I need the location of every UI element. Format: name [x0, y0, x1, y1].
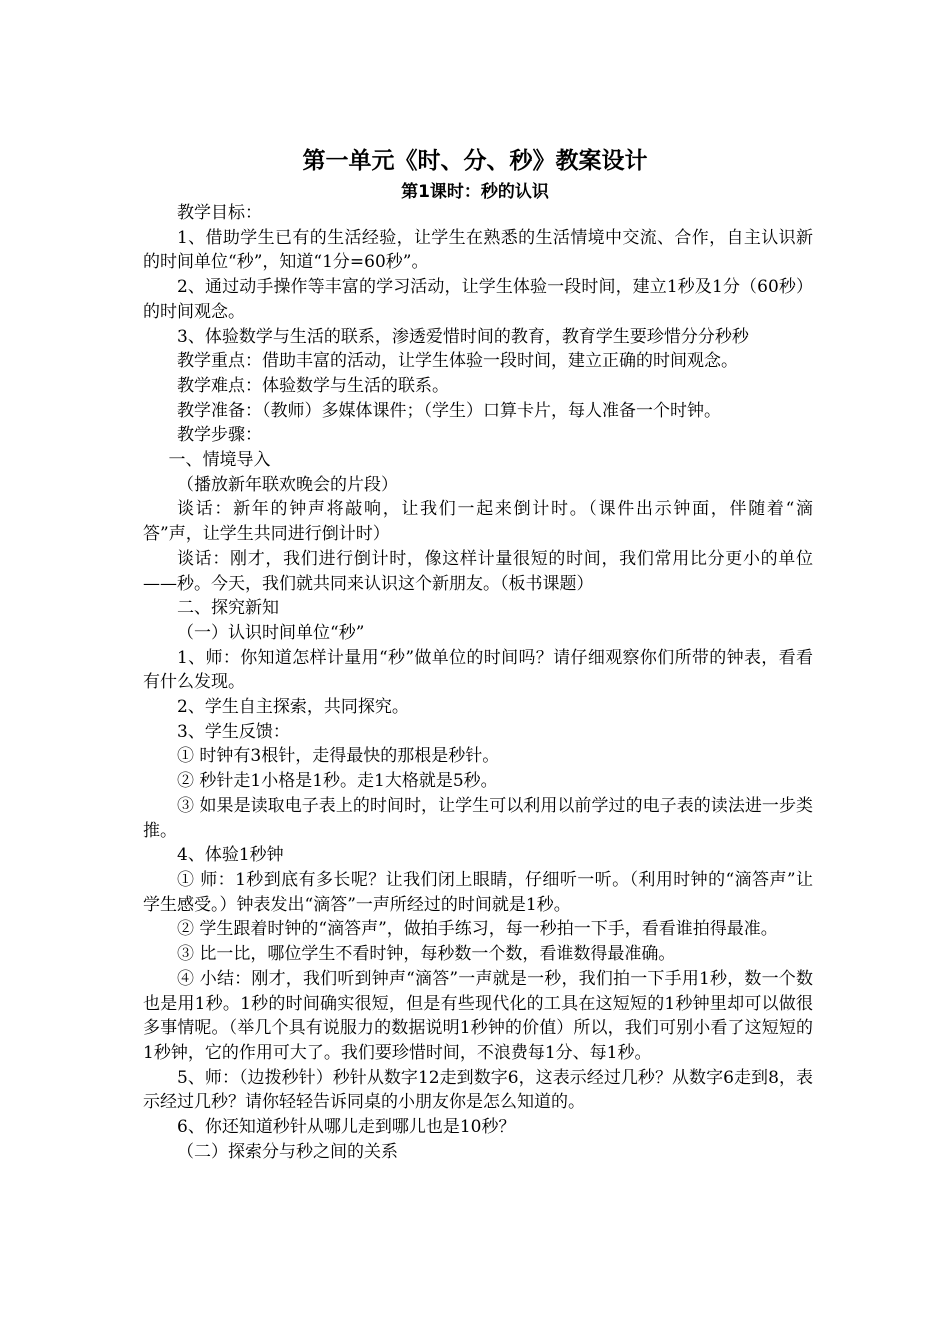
paragraph: 5、师：（边拨秒针）秒针从数字12走到数字6，这表示经过几秒？从数字6走到8，表示经过几秒？请你轻轻告诉同桌的小朋友你是怎么知道的。	[143, 1067, 813, 1113]
paragraph: 4、体验1秒钟	[177, 845, 284, 866]
paragraph: 1、借助学生已有的生活经验，让学生在熟悉的生活情境中交流、合作，自主认识新的时间单位“秒”，知道“1分=60秒”。	[143, 227, 813, 273]
paragraph: 1、师：你知道怎样计量用“秒”做单位的时间吗？请仔细观察你们所带的钟表，看看有什么发现。	[143, 647, 813, 693]
paragraph: 2、通过动手操作等丰富的学习活动，让学生体验一段时间，建立1秒及1分（60秒）的时间观念。	[143, 277, 813, 322]
paragraph: 2、学生自主探索，共同探究。	[177, 697, 409, 718]
paragraph: 谈话：新年的钟声将敲响，让我们一起来倒计时。（课件出示钟面，伴随着“滴答”声，让学生共同进行倒计时）	[143, 499, 813, 545]
paragraph: （播放新年联欢晚会的片段）	[177, 474, 398, 495]
paragraph: 3、体验数学与生活的联系，渗透爱惜时间的教育，教育学生要珍惜分分秒秒	[177, 326, 749, 347]
paragraph: ② 秒针走1小格是1秒。走1大格就是5秒。	[177, 771, 498, 792]
paragraph: （一）认识时间单位“秒”	[177, 622, 365, 643]
paragraph: 3、学生反馈：	[177, 721, 290, 742]
paragraph: 教学步骤：	[177, 425, 262, 446]
paragraph: ① 时钟有3根针，走得最快的那根是秒针。	[177, 746, 500, 767]
paragraph: 6、你还知道秒针从哪儿走到哪儿也是10秒？	[177, 1117, 516, 1138]
lesson-subtitle: 第1课时：秒的认识	[401, 182, 549, 202]
paragraph: 二、探究新知	[177, 598, 279, 619]
paragraph: ② 学生跟着时钟的“滴答声”，做拍手练习，每一秒拍一下手，看看谁拍得最准。	[177, 919, 778, 940]
paragraph: 教学难点：体验数学与生活的联系。	[177, 375, 449, 396]
paragraph: 教学目标：	[177, 203, 262, 223]
paragraph: 谈话：刚才，我们进行倒计时，像这样计量很短的时间，我们常用比分更小的单位——秒。今天，我们就共同来认识这个新朋友。（板书课题）	[143, 548, 813, 594]
paragraph: ③ 比一比，哪位学生不看时钟，每秒数一个数，看谁数得最准确。	[177, 944, 676, 965]
paragraph: 一、情境导入	[168, 450, 271, 471]
paragraph: ③ 如果是读取电子表上的时间时，让学生可以利用以前学过的电子表的读法进一步类推。	[143, 795, 813, 841]
paragraph: （二）探索分与秒之间的关系	[177, 1141, 398, 1162]
document-body	[143, 201, 813, 1164]
paragraph: 教学准备：（教师）多媒体课件；（学生）口算卡片，每人准备一个时钟。	[177, 400, 721, 421]
document-title: 第一单元《时、分、秒》教案设计	[302, 148, 648, 174]
paragraph: 教学重点：借助丰富的活动，让学生体验一段时间，建立正确的时间观念。	[177, 351, 738, 372]
paragraph: ① 师：1秒到底有多长呢？让我们闭上眼睛，仔细听一听。（利用时钟的“滴答声”让学生感受。）钟表发出“滴答”一声所经过的时间就是1秒。	[143, 869, 813, 915]
paragraph: ④ 小结：刚才，我们听到钟声“滴答”一声就是一秒，我们拍一下手用1秒，数一个数也是用1秒。1秒的时间确实很短，但是有些现代化的工具在这短短的1秒钟里却可以做很多事情呢。（举几个具有说服力的数据说明1秒钟的价值）所以，我们可别小看了这短短的1秒钟，它的作用可大了。我们要珍惜时间，不浪费每1分、每1秒。	[143, 968, 813, 1063]
